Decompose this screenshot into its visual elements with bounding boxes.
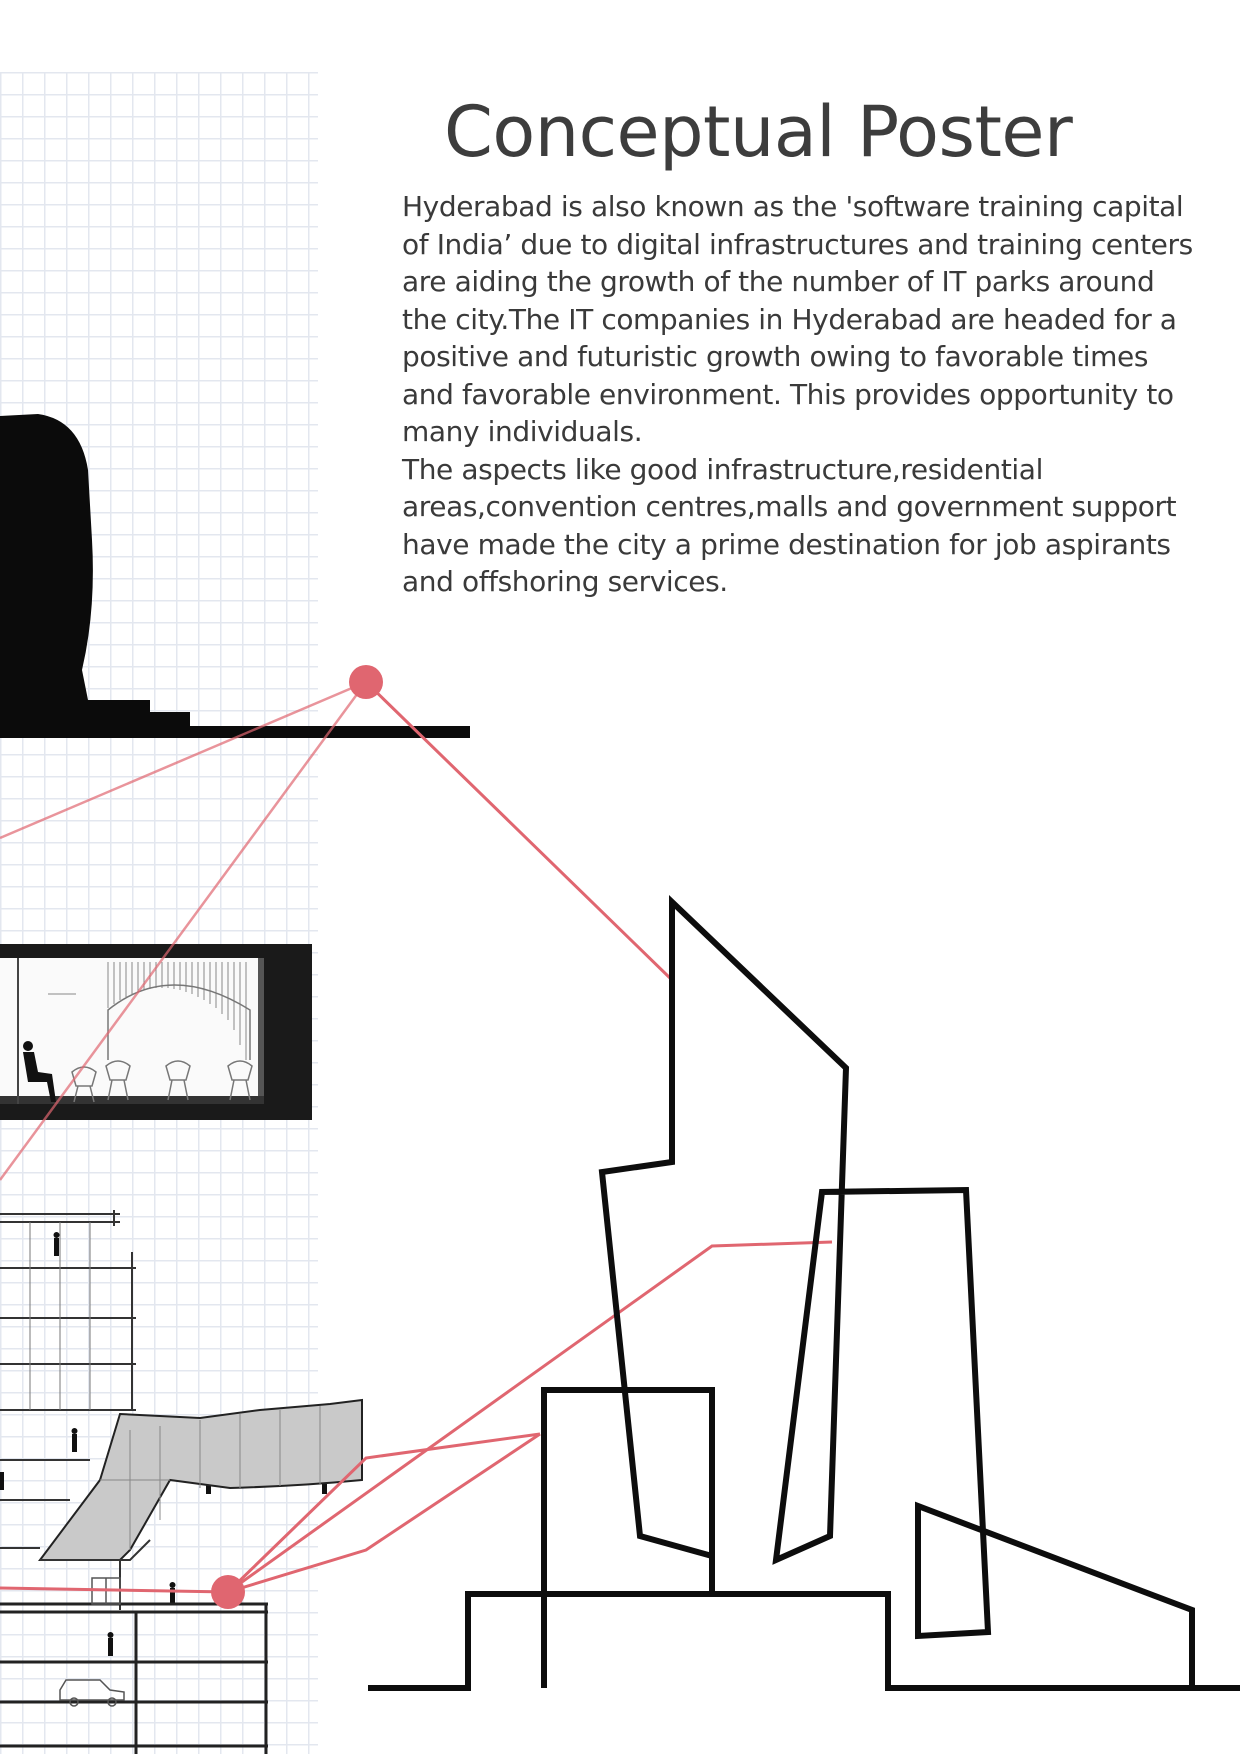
description-paragraph: Hyderabad is also known as the 'software training capital of India’ due to digital infrastructures and training centers are aiding the growth of the number of IT parks around the city.The IT companies in Hyderabad are headed for a positive and futuristic growth owing to favorable times and favorable environment. This provides opportunity to many individuals. xyxy=(402,190,1193,448)
interior-section xyxy=(0,944,312,1120)
building-section xyxy=(0,1210,362,1754)
skyline-line-art xyxy=(368,902,1240,1688)
description-paragraph: The aspects like good infrastructure,residential areas,convention centres,malls and government support have made the city a prime destination for job aspirants and offshoring services. xyxy=(402,452,1177,598)
description-text xyxy=(402,188,1202,601)
page-title: Conceptual Poster xyxy=(444,91,1073,173)
tower-silhouette xyxy=(0,414,470,738)
